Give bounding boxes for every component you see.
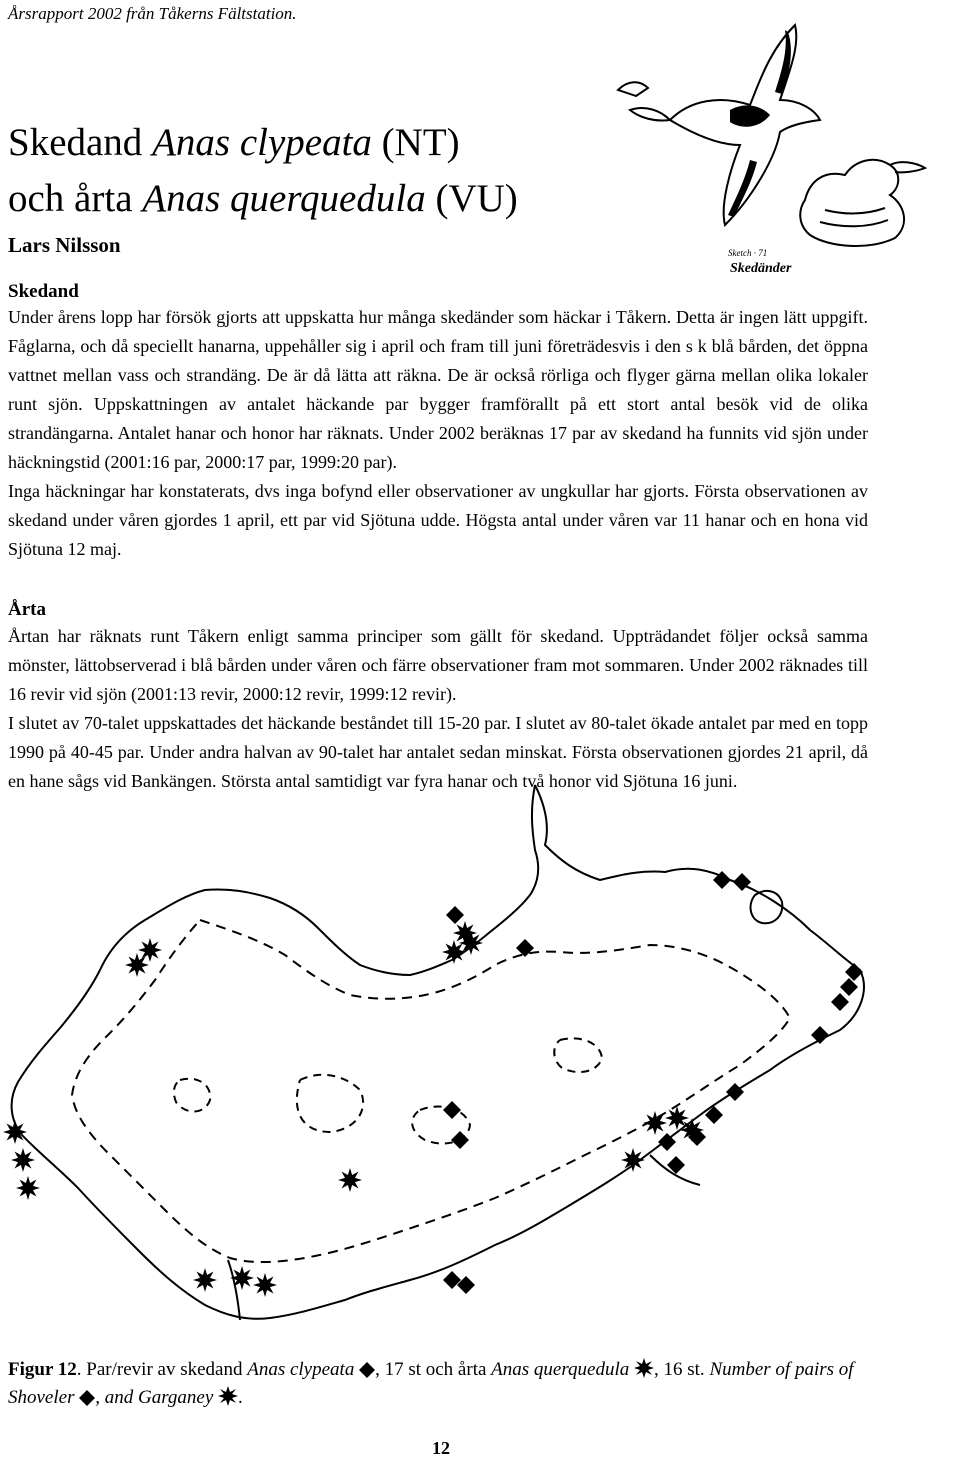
garganey-marker [665, 1106, 689, 1130]
section-body-arta [8, 622, 868, 796]
shoveler-marker [845, 963, 863, 981]
garganey-marker [3, 1120, 27, 1144]
shoveler-marker [831, 993, 849, 1011]
sketch-label: Skedänder [730, 261, 792, 276]
paragraph: Inga häckningar har konstaterats, dvs inga bofynd eller observationer av ungkullar har gjorts. Första observationen av skedand under våren gjordes 1 april, ett par vid Sjötuna udde. Högsta antal under våren var 11 hanar och en hona vid Sjötuna 12 maj. [8, 481, 868, 559]
caption-latin-name: Anas clypeata [247, 1359, 355, 1380]
garganey-marker [621, 1148, 645, 1172]
garganey-markers [3, 921, 704, 1297]
diamond-icon [359, 1362, 375, 1378]
caption-latin-name: Anas querquedula [491, 1359, 630, 1380]
title-text: Skedand [8, 121, 153, 164]
shoveler-marker [443, 1101, 461, 1119]
garganey-marker [459, 931, 483, 955]
paragraph: Årtan har räknats runt Tåkern enligt samma principer som gällt för skedand. Uppträdandet följer också samma mönster, lättobserverad i blå bården under våren och färre observationer fram mot sommaren. Under 2002 räknades till 16 revir vid sjön (2001:13 revir, 2000:12 revir, 1999:12 revir). [8, 626, 868, 704]
shoveler-marker [457, 1276, 475, 1294]
starburst-icon [634, 1358, 654, 1378]
diamond-icon [79, 1390, 95, 1406]
article-title [8, 115, 518, 227]
starburst-icon [218, 1386, 238, 1406]
title-text: och årta [8, 177, 143, 220]
garganey-marker [643, 1111, 667, 1135]
sketch-signature: Sketch · 71 [728, 248, 768, 258]
section-heading-arta: Årta [8, 599, 46, 620]
garganey-marker [253, 1273, 277, 1297]
paragraph: I slutet av 70-talet uppskattades det häckande beståndet till 15-20 par. I slutet av 80-talet ökade antalet par med en topp 1990 på 40-45 par. Under andra halvan av 90-talet har antalet sedan minskat. Första observationen gjordes 21 april, då en hane sågs vid Bankängen. Största antal samtidigt var fyra hanar och två honor vid Sjötuna 16 juni. [8, 713, 868, 791]
shoveler-marker [516, 939, 534, 957]
page-number: 12 [432, 1438, 450, 1458]
garganey-marker [125, 953, 149, 977]
figure-label: Figur 12 [8, 1359, 77, 1380]
title-status: (NT) [371, 121, 460, 164]
shoveler-marker [443, 1271, 461, 1289]
garganey-marker [193, 1268, 217, 1292]
shoveler-marker [811, 1026, 829, 1044]
shoveler-marker [451, 1131, 469, 1149]
shoveler-marker [726, 1083, 744, 1101]
caption-text: , 17 st och årta [375, 1359, 492, 1380]
lake-map-icon [0, 780, 960, 1350]
title-status: (VU) [425, 177, 518, 220]
caption-english-name: , and Garganey [95, 1387, 214, 1408]
section-body-skedand [8, 303, 868, 564]
section-heading-skedand: Skedand [8, 281, 79, 302]
caption-text: . Par/revir av skedand [76, 1359, 248, 1380]
shoveler-markers [443, 871, 863, 1294]
title-latin-name: Anas clypeata [152, 121, 372, 164]
garganey-marker [338, 1168, 362, 1192]
duck-sketch-icon [610, 10, 940, 280]
paragraph: Under årens lopp har försök gjorts att uppskatta hur många skedänder som häckar i Tåkern. Detta är ingen lätt uppgift. Fåglarna, och då speciellt hanarna, uppehåller sig i april och fram till juni företrädesvis i den s k blå bården, det öppna vattnet mellan vass och strandäng. De är då lätta att räkna. De är också rörliga och flyger gärna mellan olika lokaler runt sjön. Uppskattningen av antalet häckande par bygger framförallt på ett stort antal besök vid de olika strandängarna. Antalet hanar och honor har räknats. Under 2002 beräknas 17 par av skedand ha funnits vid sjön under häckningstid (2001:16 par, 2000:17 par, 1999:20 par). [8, 307, 868, 472]
title-latin-name: Anas querquedula [142, 177, 426, 220]
caption-english-name: Number of pairs of Shoveler [8, 1359, 854, 1408]
garganey-marker [16, 1176, 40, 1200]
caption-text: . [238, 1387, 243, 1408]
author-name: Lars Nilsson [8, 233, 121, 257]
garganey-marker [11, 1148, 35, 1172]
shoveler-marker [840, 978, 858, 996]
running-header: Årsrapport 2002 från Tåkerns Fältstation. [8, 4, 297, 23]
garganey-marker [138, 938, 162, 962]
shoveler-marker [446, 906, 464, 924]
garganey-marker [230, 1266, 254, 1290]
title-line-2 [8, 171, 518, 227]
caption-text: , 16 st. [654, 1359, 710, 1380]
title-line-1 [8, 115, 518, 171]
figure-caption [8, 1356, 888, 1412]
